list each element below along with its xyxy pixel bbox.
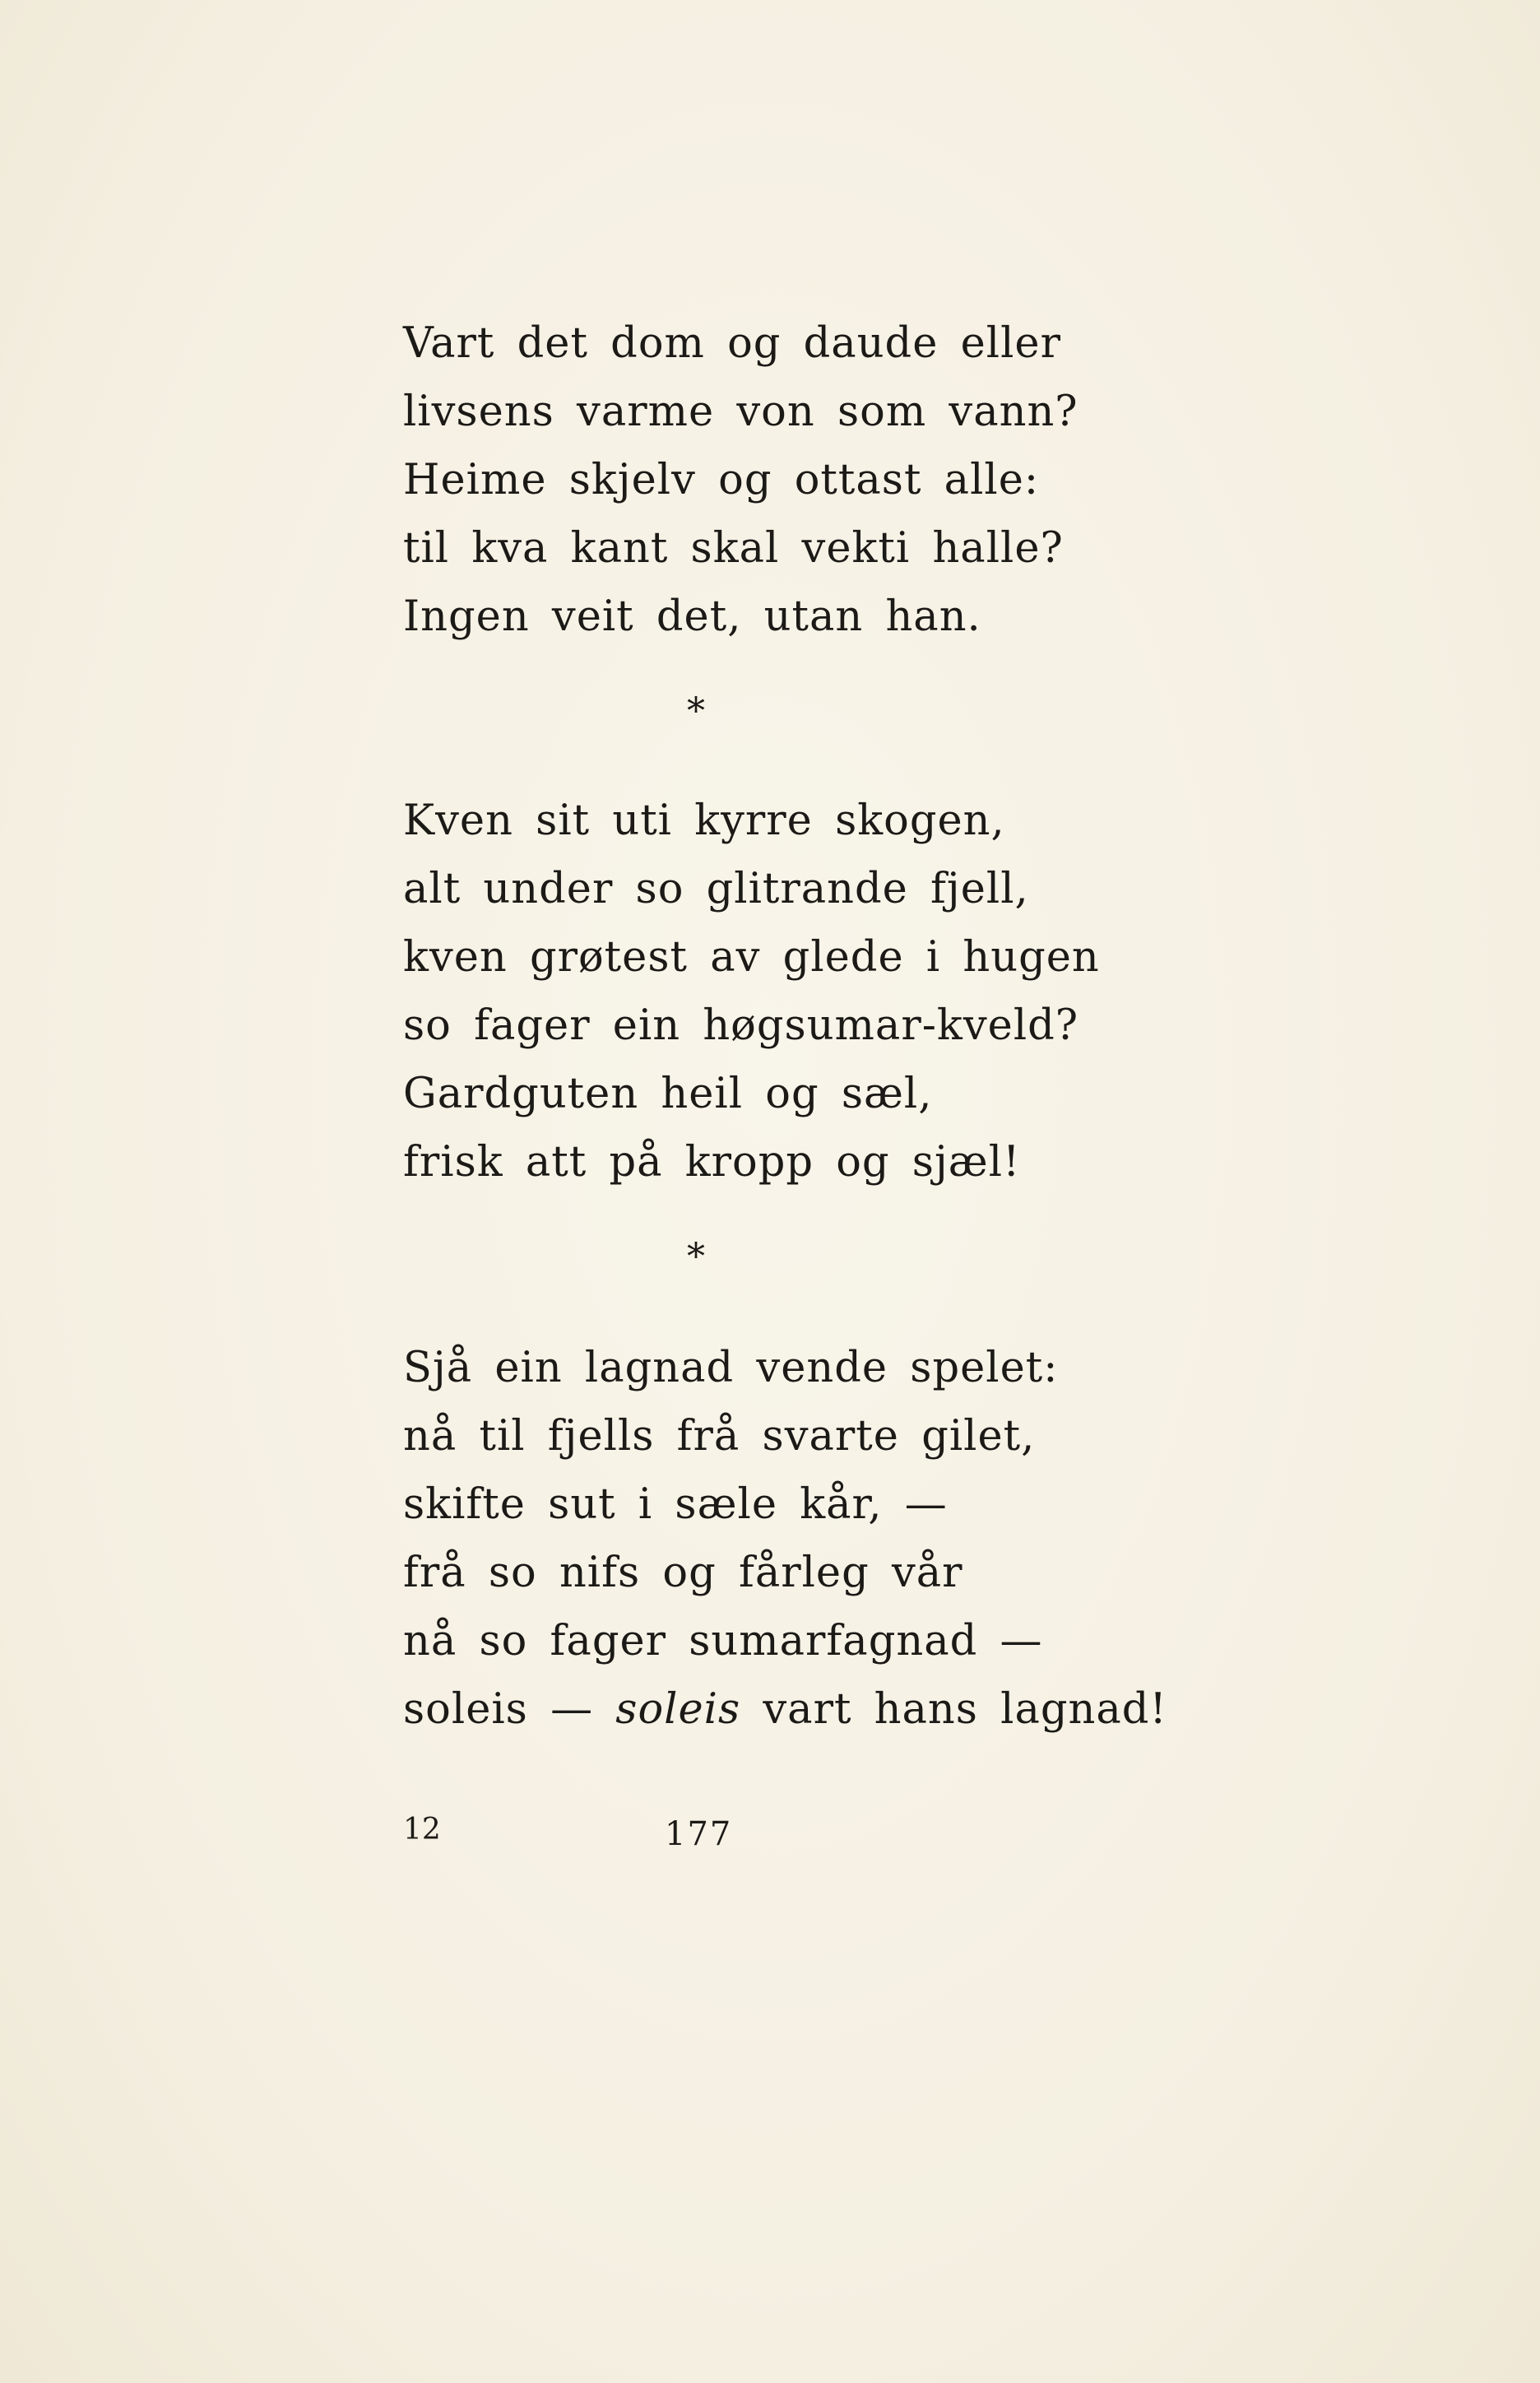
poem-line-final (403, 1685, 1167, 1735)
poem-line: Ingen veit det, utan han. (403, 592, 981, 641)
poem-line: nå til fjells frå svarte gilet, (403, 1412, 1036, 1461)
poem-line: frisk att på kropp og sjæl! (403, 1138, 1021, 1187)
poem-line: nå so fager sumarfagnad — (403, 1617, 1043, 1665)
poem-line: Heime skjelv og ottast alle: (403, 456, 1040, 504)
stanza-separator: * (687, 1236, 705, 1278)
poem-line: alt under so glitrande fjell, (403, 865, 1029, 913)
final-line-end: vart hans lagnad! (740, 1685, 1167, 1734)
poem-line: livsens varme von som vann? (403, 388, 1078, 436)
poem-line: skifte sut i sæle kår, — (403, 1480, 948, 1529)
stanza-separator: * (687, 690, 705, 732)
poem-line: Kven sit uti kyrre skogen, (403, 797, 1005, 845)
poem-line: Sjå ein lagnad vende spelet: (403, 1344, 1059, 1392)
poem-line: kven grøtest av glede i hugen (403, 933, 1100, 982)
poem-line: so fager ein høgsumar-kveld? (403, 1001, 1079, 1050)
poem-line: til kva kant skal vekti halle? (403, 524, 1064, 573)
poem-line: frå so nifs og fårleg vår (403, 1549, 963, 1597)
final-line-emphasis: soleis (615, 1685, 741, 1734)
final-line-start: soleis — (403, 1685, 616, 1734)
signature-mark: 12 (403, 1813, 441, 1846)
poem-line: Vart det dom og daude eller (403, 319, 1061, 368)
poem-line: Gardguten heil og sæl, (403, 1070, 933, 1118)
page-number: 177 (665, 1815, 733, 1853)
